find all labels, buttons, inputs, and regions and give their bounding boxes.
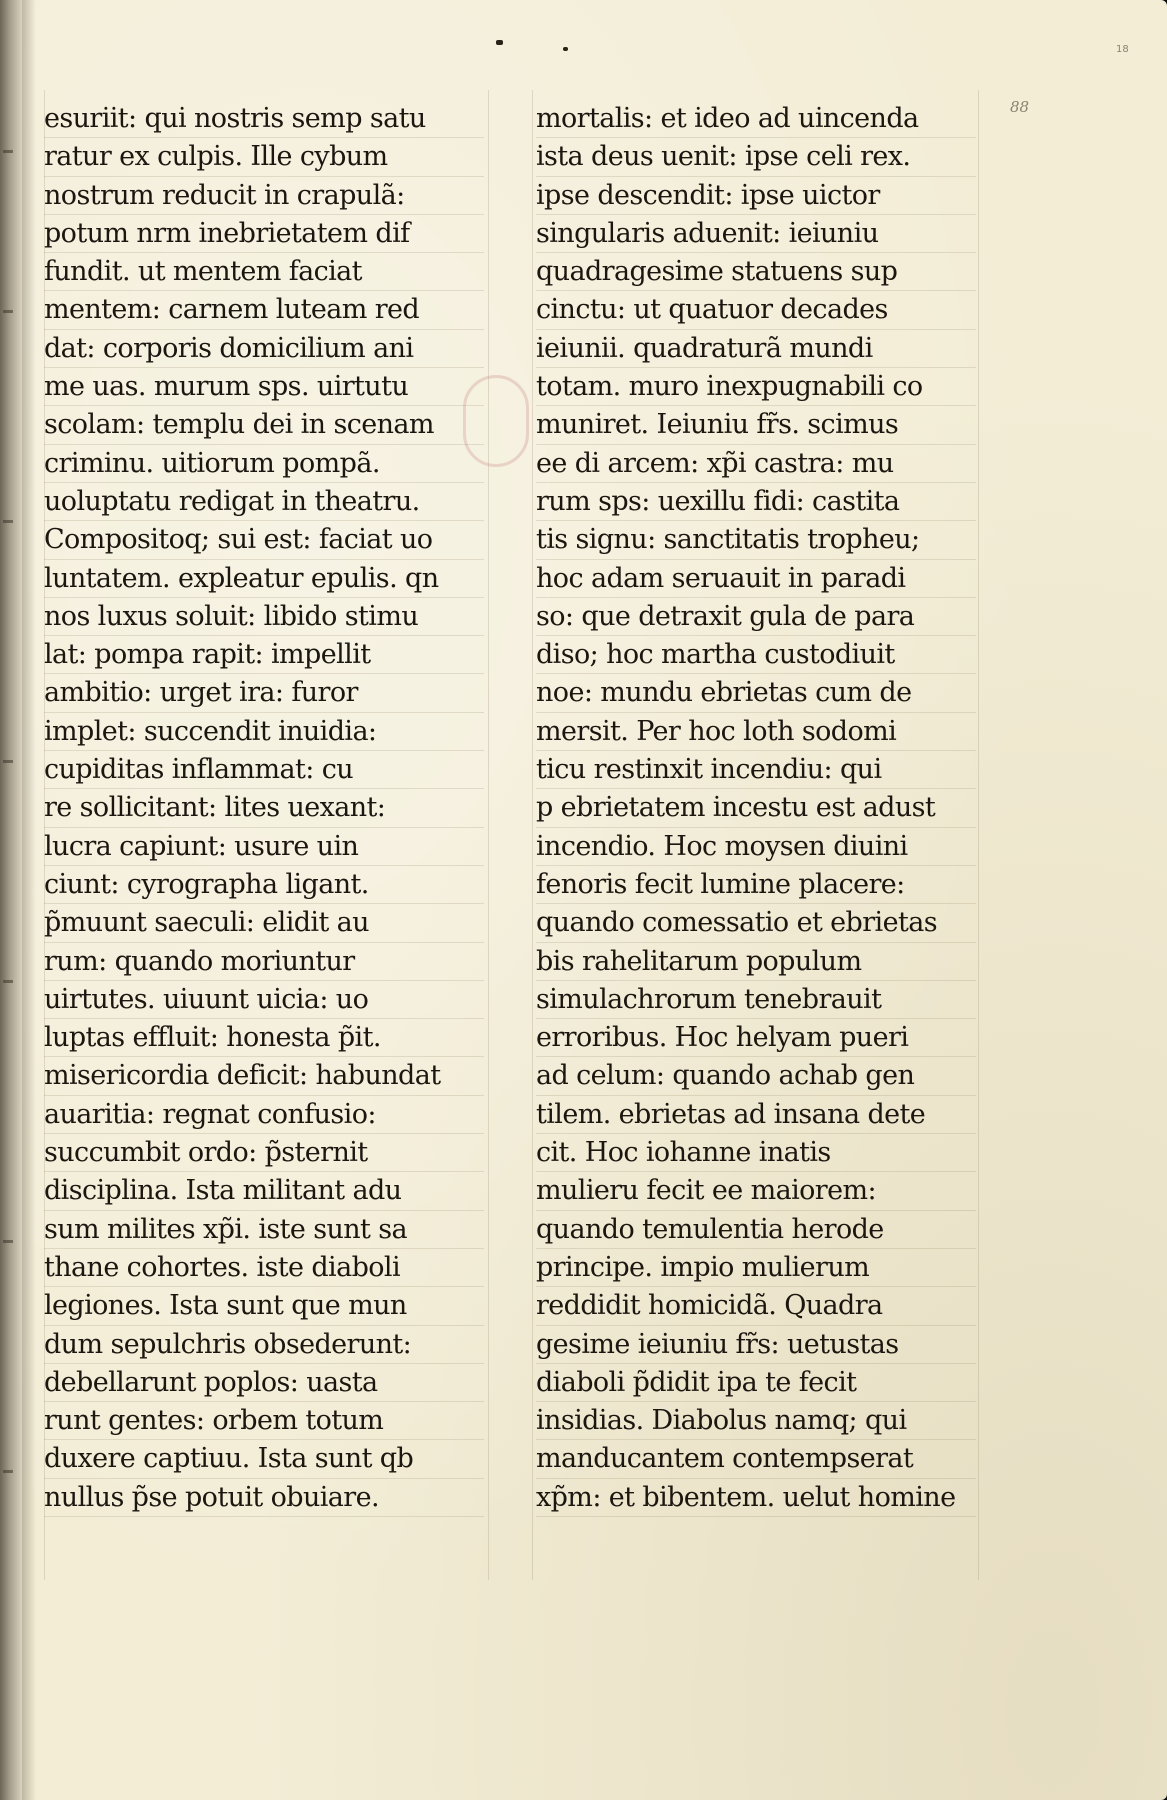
text-line: mersit. Per hoc loth sodomi [536, 713, 976, 751]
text-line: nostrum reducit in crapulã: [44, 177, 484, 215]
ruling-line [532, 90, 533, 1580]
text-line: mentem: carnem luteam red [44, 291, 484, 329]
text-line: totam. muro inexpugnabili co [536, 368, 976, 406]
text-line: auaritia: regnat confusio: [44, 1096, 484, 1134]
text-line: principe. impio mulierum [536, 1249, 976, 1287]
ink-spot [496, 40, 503, 45]
text-line: quando comessatio et ebrietas [536, 904, 976, 942]
text-line: incendio. Hoc moysen diuini [536, 828, 976, 866]
text-line: ad celum: quando achab gen [536, 1057, 976, 1095]
text-line: quando temulentia herode [536, 1211, 976, 1249]
text-line: ipse descendit: ipse uictor [536, 177, 976, 215]
text-line: singularis aduenit: ieiuniu [536, 215, 976, 253]
text-line: scolam: templu dei in scenam [44, 406, 484, 444]
text-line: succumbit ordo: p̃sternit [44, 1134, 484, 1172]
text-line: diso; hoc martha custodiuit [536, 636, 976, 674]
text-line: thane cohortes. iste diaboli [44, 1249, 484, 1287]
text-line: muniret. Ieiuniu fr̃s. scimus [536, 406, 976, 444]
text-line: cinctu: ut quatuor decades [536, 291, 976, 329]
text-line: ciunt: cyrographa ligant. [44, 866, 484, 904]
text-line: tilem. ebrietas ad insana dete [536, 1096, 976, 1134]
text-line: re sollicitant: lites uexant: [44, 789, 484, 827]
text-line: nullus p̃se potuit obuiare. [44, 1479, 484, 1517]
text-line: tis signu: sanctitatis tropheu; [536, 521, 976, 559]
text-line: simulachrorum tenebrauit [536, 981, 976, 1019]
text-line: mortalis: et ideo ad uincenda [536, 100, 976, 138]
page-gutter-shadow [22, 0, 36, 1800]
text-line: mulieru fecit ee maiorem: [536, 1172, 976, 1210]
text-line: nos luxus soluit: libido stimu [44, 598, 484, 636]
text-line: fundit. ut mentem faciat [44, 253, 484, 291]
text-line: ambitio: urget ira: furor [44, 674, 484, 712]
text-line: rum sps: uexillu fidi: castita [536, 483, 976, 521]
text-line: luntatem. expleatur epulis. qn [44, 560, 484, 598]
text-line: hoc adam seruauit in paradi [536, 560, 976, 598]
text-line: dum sepulchris obsederunt: [44, 1326, 484, 1364]
text-line: duxere captiuu. Ista sunt qb [44, 1440, 484, 1478]
adjacent-page-edge [0, 0, 22, 1800]
text-line: me uas. murum sps. uirtutu [44, 368, 484, 406]
text-line: misericordia deficit: habundat [44, 1057, 484, 1095]
corner-folio-number: 18 [1116, 44, 1129, 55]
text-line: ratur ex culpis. Ille cybum [44, 138, 484, 176]
text-line: ista deus uenit: ipse celi rex. [536, 138, 976, 176]
text-line: xp̃m: et bibentem. uelut homine [536, 1479, 976, 1517]
right-text-column [536, 100, 976, 1517]
text-line: gesime ieiuniu fr̃s: uetustas [536, 1326, 976, 1364]
text-line: luptas effluit: honesta p̃it. [44, 1019, 484, 1057]
text-line: implet: succendit inuidia: [44, 713, 484, 751]
left-text-column [44, 100, 484, 1517]
text-line: debellarunt poplos: uasta [44, 1364, 484, 1402]
text-line: sum milites xp̃i. iste sunt sa [44, 1211, 484, 1249]
text-line: insidias. Diabolus namq; qui [536, 1402, 976, 1440]
text-line: rum: quando moriuntur [44, 943, 484, 981]
ink-spot [563, 47, 568, 51]
text-line: uirtutes. uiuunt uicia: uo [44, 981, 484, 1019]
text-line: esuriit: qui nostris semp satu [44, 100, 484, 138]
text-line: ieiunii. quadraturã mundi [536, 330, 976, 368]
text-line: p ebrietatem incestu est adust [536, 789, 976, 827]
text-line: ticu restinxit incendiu: qui [536, 751, 976, 789]
text-line: uoluptatu redigat in theatru. [44, 483, 484, 521]
text-line: ee di arcem: xp̃i castra: mu [536, 445, 976, 483]
text-line: legiones. Ista sunt que mun [44, 1287, 484, 1325]
text-line: manducantem contempserat [536, 1440, 976, 1478]
text-line: noe: mundu ebrietas cum de [536, 674, 976, 712]
text-line: cit. Hoc iohanne inatis [536, 1134, 976, 1172]
text-line: dat: corporis domicilium ani [44, 330, 484, 368]
text-line: cupiditas inflammat: cu [44, 751, 484, 789]
text-line: runt gentes: orbem totum [44, 1402, 484, 1440]
text-line: potum nrm inebrietatem dif [44, 215, 484, 253]
text-line: disciplina. Ista militant adu [44, 1172, 484, 1210]
ruling-line [978, 90, 979, 1580]
text-line: lat: pompa rapit: impellit [44, 636, 484, 674]
text-line: bis rahelitarum populum [536, 943, 976, 981]
marginal-folio-number: 88 [1010, 98, 1030, 116]
text-line: diaboli p̃didit ipa te fecit [536, 1364, 976, 1402]
ruling-line [488, 90, 489, 1580]
text-line: so: que detraxit gula de para [536, 598, 976, 636]
text-line: quadragesime statuens sup [536, 253, 976, 291]
text-line: Compositoq; sui est: faciat uo [44, 521, 484, 559]
text-line: p̃muunt saeculi: elidit au [44, 904, 484, 942]
text-line: erroribus. Hoc helyam pueri [536, 1019, 976, 1057]
text-line: reddidit homicidã. Quadra [536, 1287, 976, 1325]
text-line: criminu. uitiorum pompã. [44, 445, 484, 483]
text-line: fenoris fecit lumine placere: [536, 866, 976, 904]
text-line: lucra capiunt: usure uin [44, 828, 484, 866]
